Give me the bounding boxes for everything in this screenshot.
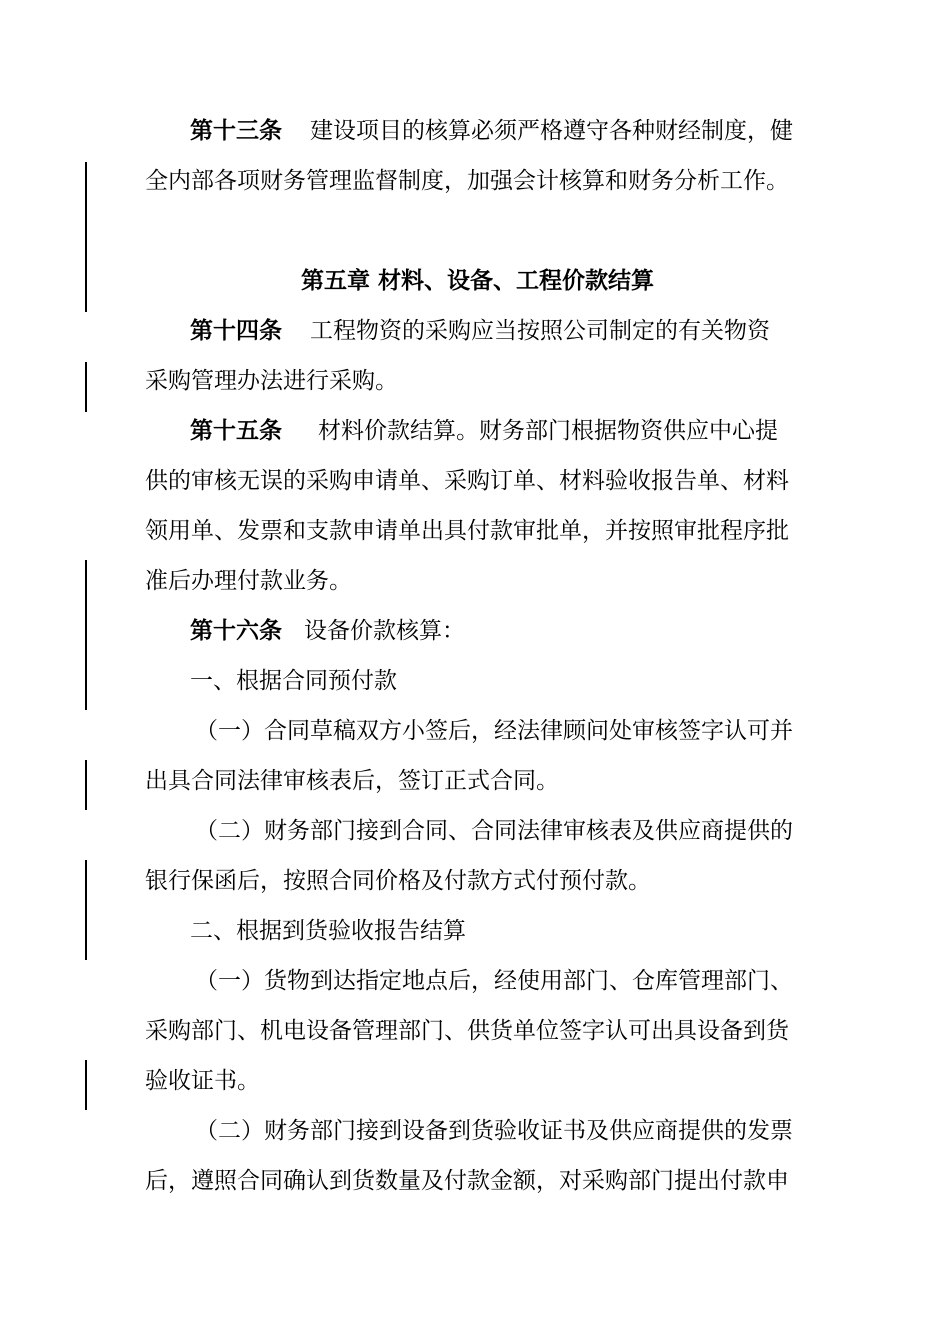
article-15-line-4: 准后办理付款业务。 <box>145 568 352 594</box>
article-15-line-3: 领用单、发票和支款申请单出具付款审批单，并按照审批程序批 <box>145 518 789 544</box>
article-14-line-1 <box>190 306 810 356</box>
revision-bar <box>85 760 87 810</box>
revision-bar <box>85 362 87 412</box>
article-16-2-1-line-3: 验收证书。 <box>145 1068 260 1094</box>
article-16-text-1: 设备价款核算： <box>304 618 465 644</box>
article-16-1-1-line-1: （一）合同草稿双方小签后，经法律顾问处审核签字认可并 <box>195 718 793 744</box>
article-14-label: 第十四条 <box>190 318 282 344</box>
article-14-line-2: 采购管理办法进行采购。 <box>145 368 398 394</box>
chapter-5-title: 第五章 材料、设备、工程价款结算 <box>300 268 654 294</box>
article-13-line-1 <box>190 106 810 156</box>
article-16-label: 第十六条 <box>190 618 282 644</box>
article-16-1-2-line-1: （二）财务部门接到合同、合同法律审核表及供应商提供的 <box>195 818 793 844</box>
article-13-label: 第十三条 <box>190 118 282 144</box>
article-16-2-1-line-1: （一）货物到达指定地点后，经使用部门、仓库管理部门、 <box>195 968 793 994</box>
article-15-line-2: 供的审核无误的采购申请单、采购订单、材料验收报告单、材料 <box>145 468 789 494</box>
article-14-text-1: 工程物资的采购应当按照公司制定的有关物资 <box>310 318 770 344</box>
article-16-section-1: 一、根据合同预付款 <box>190 668 397 694</box>
article-16-2-2-line-2: 后，遵照合同确认到货数量及付款金额，对采购部门提出付款申 <box>145 1168 789 1194</box>
article-15-text-1: 材料价款结算。财务部门根据物资供应中心提 <box>318 418 778 444</box>
revision-bar <box>85 560 87 710</box>
revision-bar <box>85 860 87 960</box>
article-16-2-2-line-1: （二）财务部门接到设备到货验收证书及供应商提供的发票 <box>195 1118 793 1144</box>
article-16-line-1 <box>190 606 810 656</box>
article-15-line-1 <box>190 406 810 456</box>
revision-bar <box>85 162 87 312</box>
article-16-1-2-line-2: 银行保函后，按照合同价格及付款方式付预付款。 <box>145 868 651 894</box>
article-16-1-1-line-2: 出具合同法律审核表后，签订正式合同。 <box>145 768 559 794</box>
revision-bar <box>85 1060 87 1110</box>
article-16-2-1-line-2: 采购部门、机电设备管理部门、供货单位签字认可出具设备到货 <box>145 1018 789 1044</box>
article-13-text-1: 建设项目的核算必须严格遵守各种财经制度，健 <box>310 118 793 144</box>
article-13-line-2: 全内部各项财务管理监督制度，加强会计核算和财务分析工作。 <box>145 168 789 194</box>
article-15-label: 第十五条 <box>190 418 282 444</box>
article-16-section-2: 二、根据到货验收报告结算 <box>190 918 466 944</box>
